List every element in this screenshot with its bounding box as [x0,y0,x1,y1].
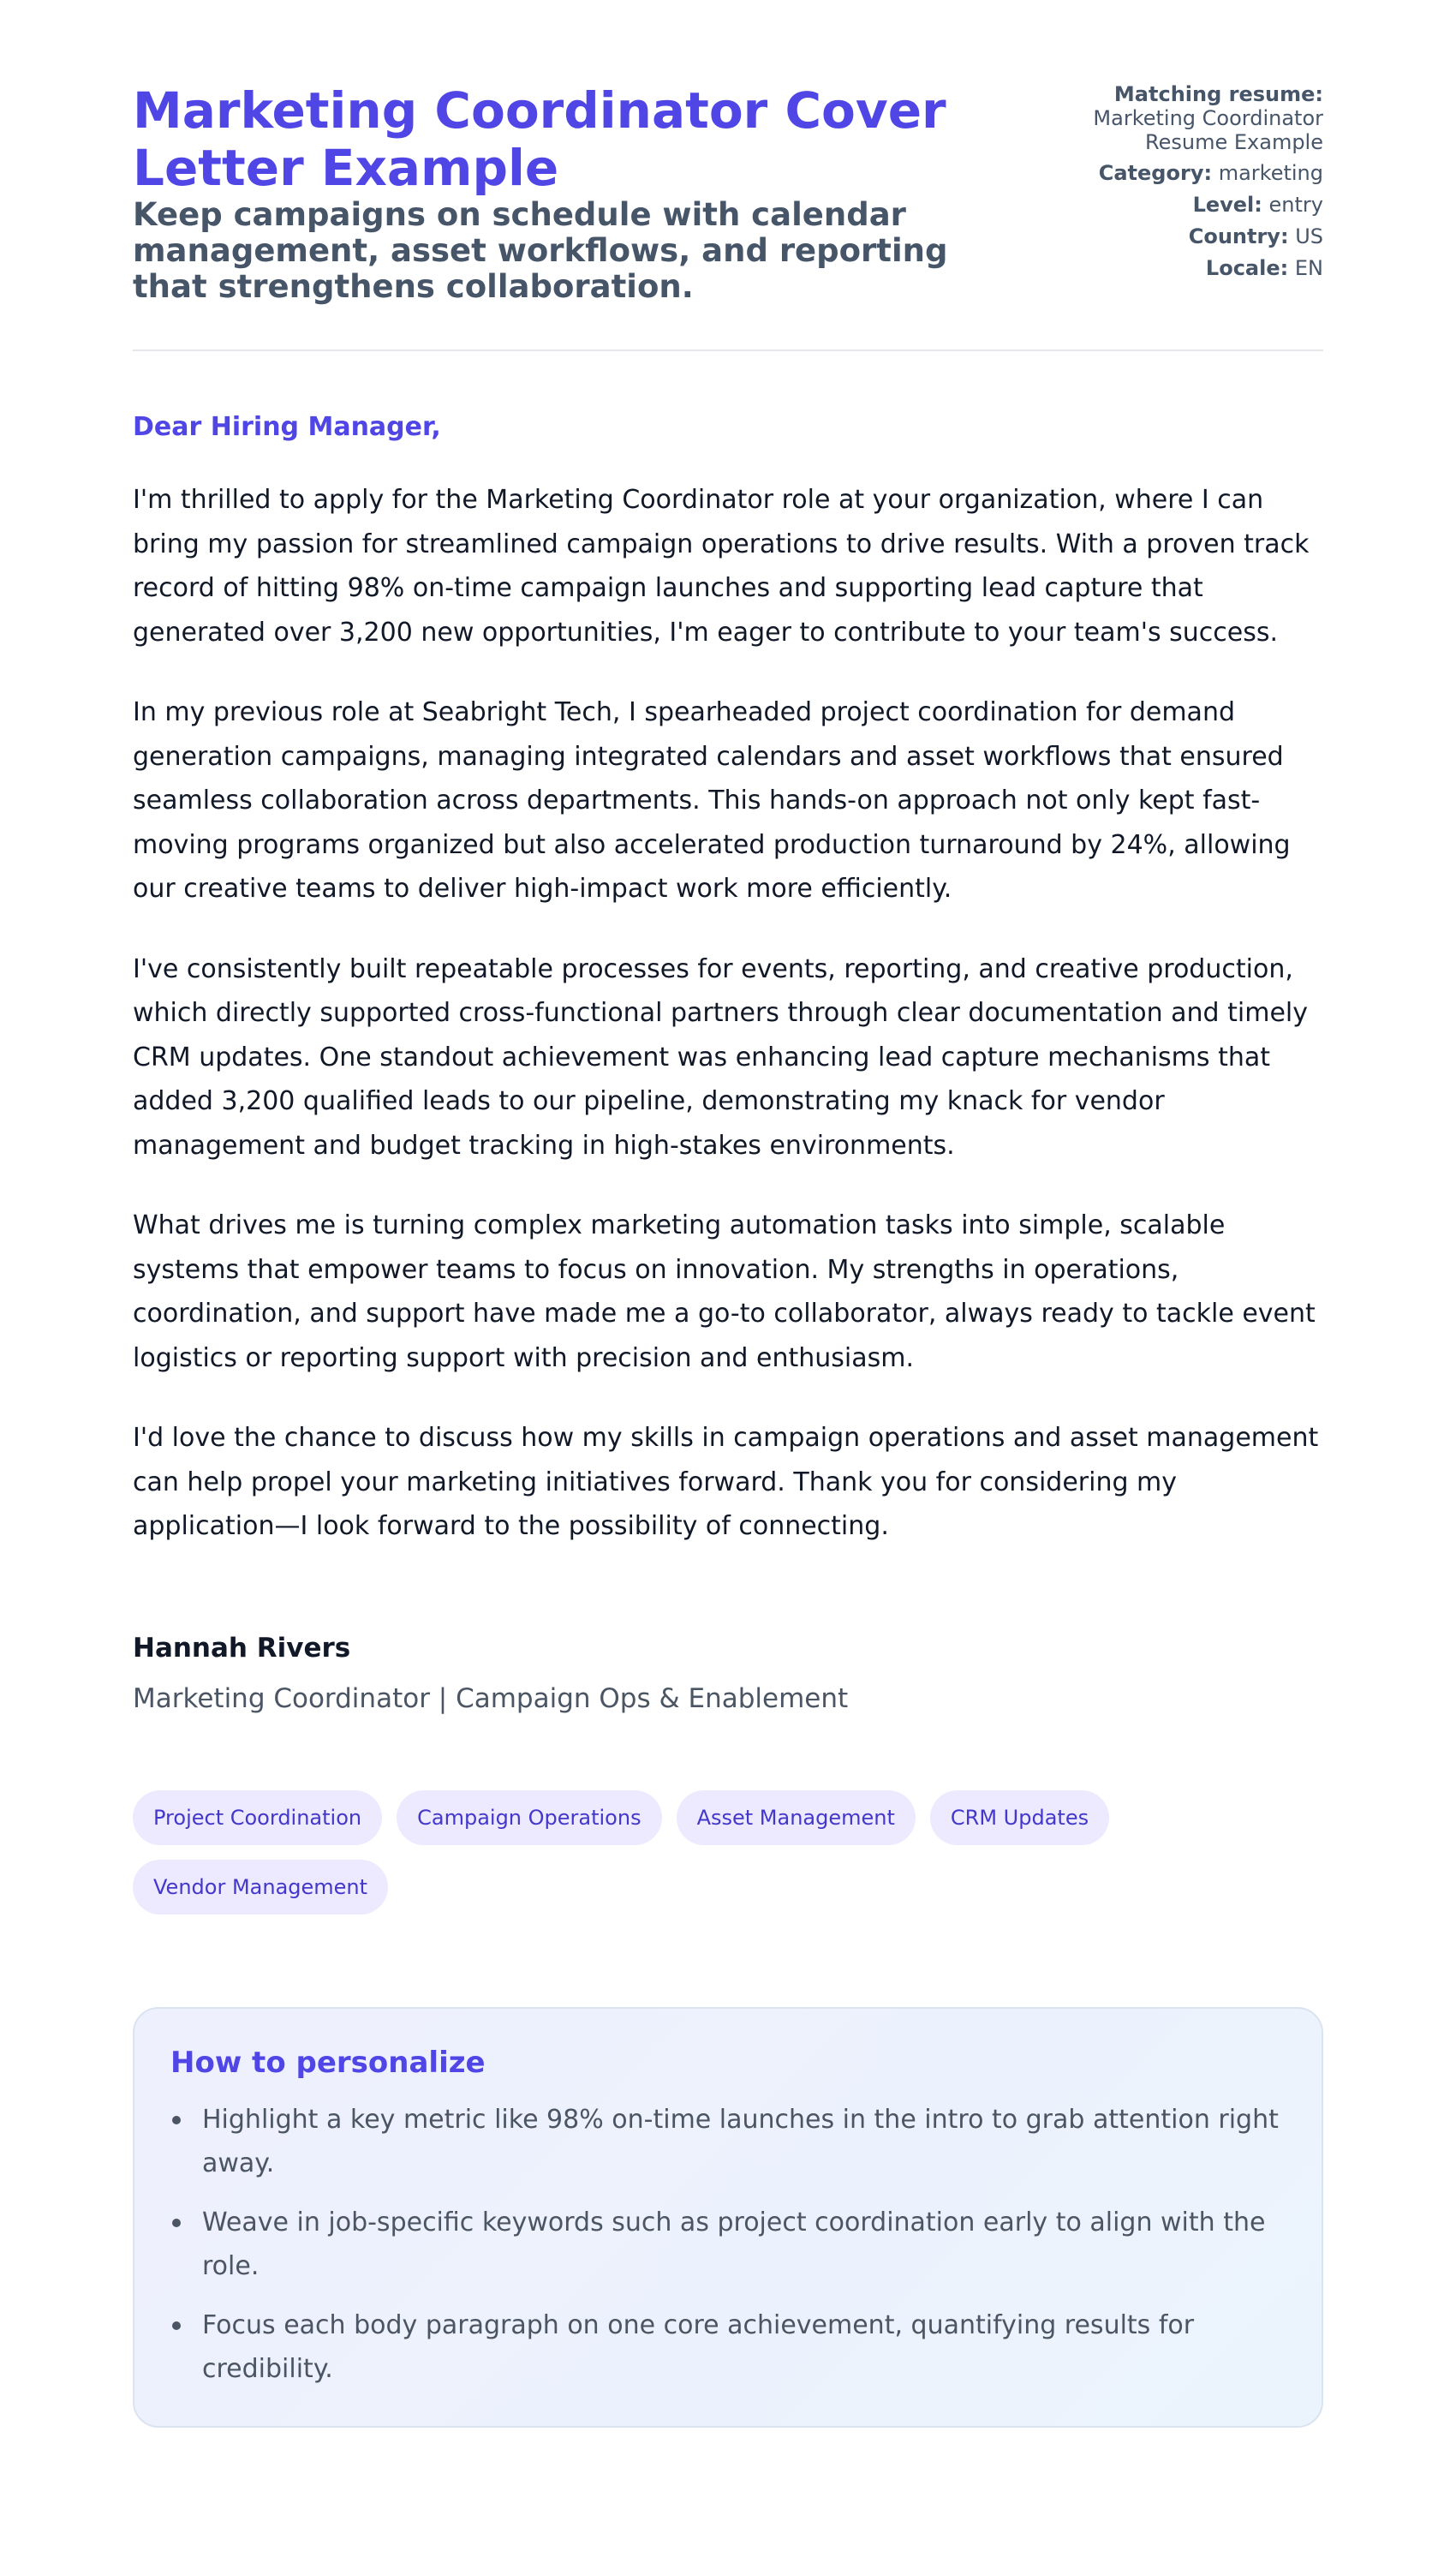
meta-country-label: Country: [1188,224,1289,248]
title-block [133,82,1009,305]
signature-role: Marketing Coordinator | Campaign Ops & Enablement [133,1682,849,1714]
letter-greeting: Dear Hiring Manager, [133,412,441,442]
meta-category [1009,160,1323,186]
bullet-icon [172,2219,181,2227]
letter-paragraph-motivation: What drives me is turning complex marketing automation tasks into simple, scalable systems that empower teams to focus on innovation. My strengths in operations, coordination, and support have made me a go-to collaborator, always ready to tackle event logistics or reporting support with precision and enthusiasm. [133,1210,1316,1373]
meta-panel [1009,82,1323,287]
meta-country [1009,224,1323,249]
meta-locale-label: Locale: [1205,256,1289,280]
skill-tag: Vendor Management [133,1860,388,1915]
meta-locale [1009,255,1323,281]
meta-locale-value: EN [1294,256,1323,280]
meta-level-label: Level: [1192,193,1262,217]
tip-text: Weave in job-specific keywords such as project coordination early to align with the role. [202,2207,1266,2281]
letter-paragraph-experience: In my previous role at Seabright Tech, I spearheaded project coordination for demand generation campaigns, managing integrated calendars and asset workflows that ensured seamless collaboration across departments. This hands-on approach not only kept fast-moving programs organized but also accelerated production turnaround by 24%, allowing our creative teams to deliver high-impact work more efficiently. [133,697,1291,904]
meta-category-label: Category: [1098,161,1213,185]
page-title: Marketing Coordinator Cover Letter Example [133,81,946,197]
meta-country-value: US [1295,224,1323,248]
tip-text: Focus each body paragraph on one core achievement, quantifying results for credibility. [202,2309,1195,2384]
skill-tags [133,1790,1161,1915]
bullet-icon [172,2116,181,2124]
meta-level-value: entry [1268,193,1323,217]
skill-tag: Asset Management [677,1790,916,1845]
letter-paragraph-closing: I'd love the chance to discuss how my skills in campaign operations and asset management can help propel your marketing initiatives forward. Thank you for considering my application—I look forward to the possibility of connecting. [133,1423,1319,1541]
meta-matching-resume [1009,82,1323,154]
skill-tag: CRM Updates [930,1790,1109,1845]
signature-name: Hannah Rivers [133,1632,351,1664]
bullet-icon [172,2321,181,2330]
meta-matching-resume-value: Marketing Coordinator Resume Example [1093,106,1323,154]
letter-paragraph-achievement: I've consistently built repeatable processes for events, reporting, and creative production, which directly supported cross-functional partners through clear documentation and timely CRM updates. One standout achievement was enhancing lead capture mechanisms that added 3,200 qualified leads to our pipeline, demonstrating my knack for vendor management and budget tracking in high-stakes environments. [133,953,1308,1161]
tips-title: How to personalize [170,2045,486,2080]
meta-category-value: marketing [1218,161,1323,185]
tips-list [170,2098,1286,2392]
header-divider [133,349,1323,351]
tips-list-item [170,2098,1286,2186]
personalize-tips-card [133,2007,1323,2428]
page-header [133,82,1323,305]
tips-list-item [170,2201,1286,2289]
skill-tag: Project Coordination [133,1790,382,1845]
meta-matching-resume-label: Matching resume: [1113,82,1323,106]
page-subtitle: Keep campaigns on schedule with calendar management, asset workflows, and reporting that strengthens collaboration. [133,196,948,305]
meta-level [1009,192,1323,218]
tip-text: Highlight a key metric like 98% on-time launches in the intro to grab attention right away. [202,2104,1279,2178]
tips-list-item [170,2303,1286,2392]
letter-paragraph-intro: I'm thrilled to apply for the Marketing Coordinator role at your organization, where I can bring my passion for streamlined campaign operations to drive results. With a proven track record of hitting 98% on-time campaign launches and supporting lead capture that generated over 3,200 new opportunities, I'm eager to contribute to your team's success. [133,485,1310,648]
skill-tag: Campaign Operations [397,1790,661,1845]
